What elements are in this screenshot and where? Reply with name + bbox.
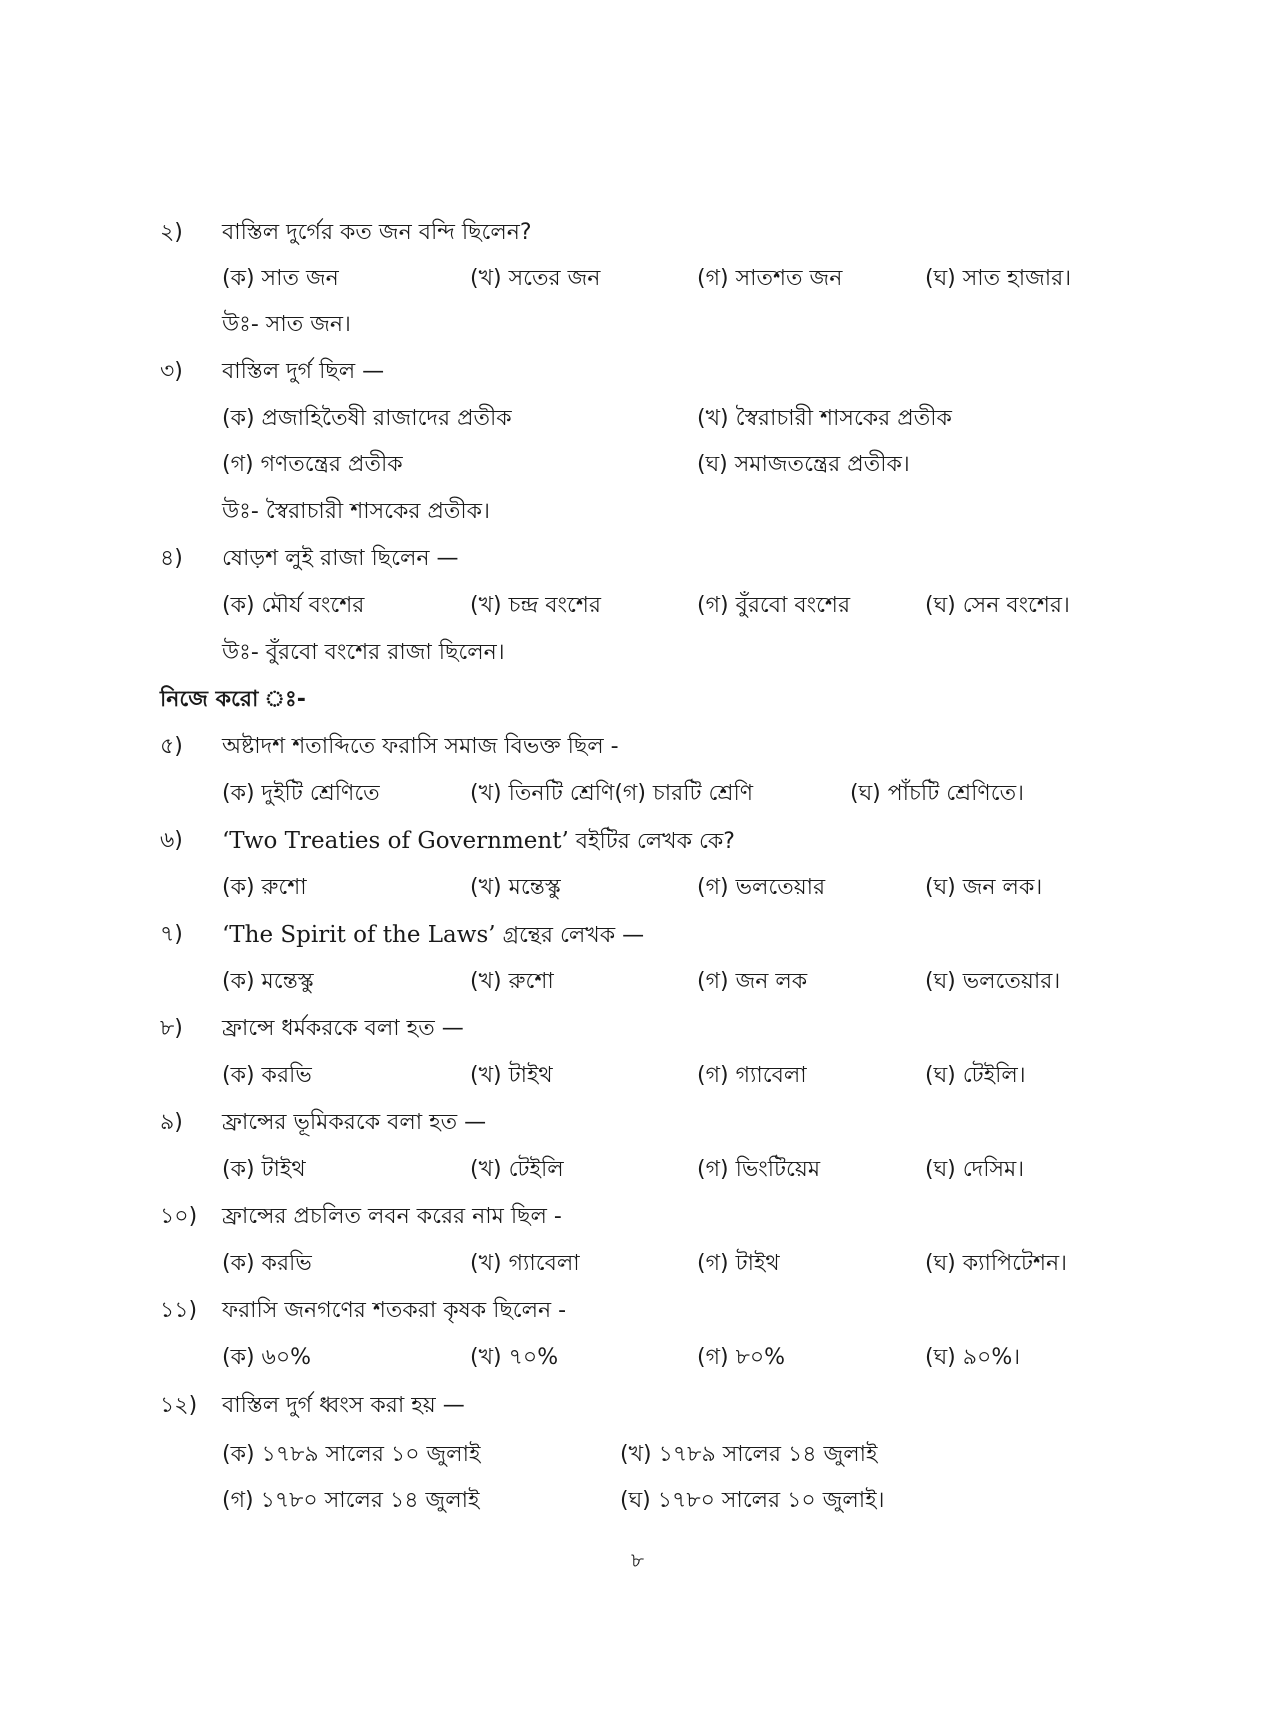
option: (খ) টেইলি: [470, 1157, 564, 1182]
option: (ঘ) ভলতেয়ার।: [925, 969, 1061, 994]
question-text: বাস্তিল দুর্গ ধ্বংস করা হয় —: [222, 1393, 465, 1418]
option: (গ) বুঁরবো বংশের: [697, 593, 851, 618]
question-text: অষ্টাদশ শতাব্দিতে ফরাসি সমাজ বিভক্ত ছিল -: [222, 734, 619, 759]
option: (ক) ১৭৮৯ সালের ১০ জুলাই: [222, 1442, 481, 1467]
option: (গ) ৮০%: [697, 1345, 786, 1370]
answer: উঃ- সাত জন।: [222, 312, 351, 337]
question-number: ৮): [160, 1016, 183, 1041]
option: (ক) টাইথ: [222, 1157, 306, 1182]
option: (ঘ) দেসিম।: [925, 1157, 1025, 1182]
option: (ঘ) টেইলি।: [925, 1063, 1026, 1088]
option: (ঘ) সেন বংশের।: [925, 593, 1070, 618]
question-text: ষোড়শ লুই রাজা ছিলেন —: [222, 546, 459, 571]
option: (গ) জন লক: [697, 969, 808, 994]
option: (ক) করভি: [222, 1251, 312, 1276]
question-number: ১২): [160, 1393, 198, 1418]
question-number: ৩): [160, 359, 183, 384]
question-number: ৯): [160, 1110, 183, 1135]
option: (খ) ৭০%: [470, 1345, 559, 1370]
question-text: ফ্রান্সের প্রচলিত লবন করের নাম ছিল -: [222, 1204, 562, 1229]
option: (ঘ) ক্যাপিটেশন।: [925, 1251, 1067, 1276]
option: (ঘ) পাঁচটি শ্রেণিতে।: [850, 781, 1024, 806]
option: (গ) ১৭৮০ সালের ১৪ জুলাই: [222, 1488, 480, 1513]
option: (গ) সাতশত জন: [697, 266, 843, 291]
question-text: বাস্তিল দুর্গের কত জন বন্দি ছিলেন?: [222, 220, 532, 245]
option: (খ) মন্তেস্কু: [470, 875, 561, 900]
option: (খ) চন্দ্র বংশের: [470, 593, 601, 618]
question-number: ৫): [160, 734, 183, 759]
option: (ক) মৌর্য বংশের: [222, 593, 365, 618]
option: (ক) মন্তেস্কু: [222, 969, 314, 994]
question-suffix: গ্রন্থের লেখক —: [495, 923, 645, 948]
option: (ঘ) সমাজতন্ত্রের প্রতীক।: [697, 452, 910, 477]
option: (খ) ১৭৮৯ সালের ১৪ জুলাই: [620, 1442, 878, 1467]
question-text: ফ্রান্সে ধর্মকরকে বলা হত —: [222, 1016, 464, 1041]
option: (ক) দুইটি শ্রেণিতে: [222, 781, 380, 806]
section-heading: নিজে করো ঃ-: [160, 687, 306, 712]
option: (গ) গ্যাবেলা: [697, 1063, 807, 1088]
option: (খ) তিনটি শ্রেণি(গ) চারটি শ্রেণি: [470, 781, 754, 806]
page-number: ৮: [631, 1548, 644, 1572]
question-number: ৪): [160, 546, 183, 571]
option: (গ) ভিংটিয়েম: [697, 1157, 821, 1182]
option: (খ) গ্যাবেলা: [470, 1251, 580, 1276]
option: (ক) ৬০%: [222, 1345, 312, 1370]
option: (ক) সাত জন: [222, 266, 339, 291]
option: (গ) গণতন্ত্রের প্রতীক: [222, 452, 403, 477]
question-suffix: বইটির লেখক কে?: [568, 829, 735, 854]
option: (ঘ) সাত হাজার।: [925, 266, 1072, 291]
question-text: [222, 920, 644, 951]
answer: উঃ- বুঁরবো বংশের রাজা ছিলেন।: [222, 640, 505, 665]
question-number: ৬): [160, 828, 183, 853]
question-number: ১০): [160, 1204, 198, 1229]
option: (গ) টাইথ: [697, 1251, 780, 1276]
book-title: ‘Two Treaties of Government’: [222, 828, 569, 854]
question-text: ফরাসি জনগণের শতকরা কৃষক ছিলেন -: [222, 1298, 567, 1323]
option: (খ) রুশো: [470, 969, 554, 994]
question-text: বাস্তিল দুর্গ ছিল —: [222, 359, 385, 384]
book-title: ‘The Spirit of the Laws’: [222, 922, 496, 948]
option: (খ) স্বৈরাচারী শাসকের প্রতীক: [697, 406, 952, 431]
option: (ঘ) ৯০%।: [925, 1345, 1021, 1370]
option: (খ) টাইথ: [470, 1063, 553, 1088]
option: (ক) প্রজাহিতৈষী রাজাদের প্রতীক: [222, 406, 512, 431]
option: (ঘ) জন লক।: [925, 875, 1043, 900]
question-number: ১১): [160, 1298, 198, 1323]
option: (ক) রুশো: [222, 875, 307, 900]
option: (ঘ) ১৭৮০ সালের ১০ জুলাই।: [620, 1488, 885, 1513]
question-number: ২): [160, 220, 183, 245]
option: (ক) করভি: [222, 1063, 312, 1088]
option: (খ) সতের জন: [470, 266, 601, 291]
question-text: ফ্রান্সের ভূমিকরকে বলা হত —: [222, 1110, 487, 1135]
question-number: ৭): [160, 922, 183, 947]
answer: উঃ- স্বৈরাচারী শাসকের প্রতীক।: [222, 499, 490, 524]
question-text: [222, 826, 735, 857]
option: (গ) ভলতেয়ার: [697, 875, 826, 900]
